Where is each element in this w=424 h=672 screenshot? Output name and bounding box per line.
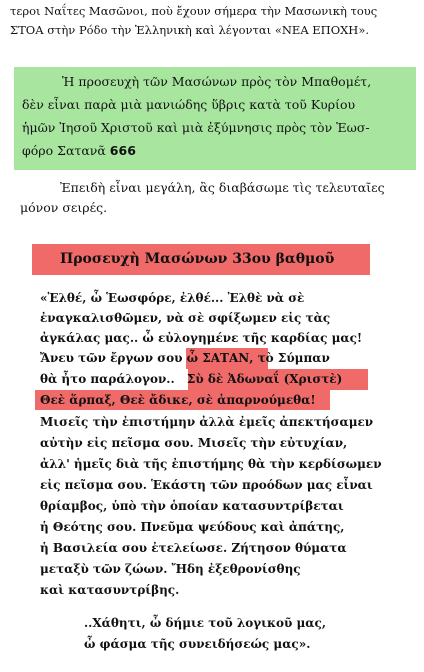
prayer-line-5 [40, 371, 342, 387]
prayer-line-3: ἀγκάλας μας.. ὦ εὐλογημένε τῆς καρδίας μας! [40, 331, 363, 345]
prayer-line-10: εἰς πεῖσμα σου. Ἑκάστη τῶν προόδων μας εἶναι [40, 478, 373, 492]
green-quote-line-2: δὲν εἶναι παρὰ μιὰ μανιώδης ὕβρις κατὰ τοῦ Κυρίου [22, 97, 356, 112]
prayer-line-4b: ὦ ΣΑΤΑΝ, [186, 351, 254, 365]
prayer-line-9: ἀλλ' ἡμεῖς διὰ τῆς ἐπιστήμης θὰ τὴν κερδίσωμεν [40, 457, 382, 471]
prayer-line-1: «Ἐλθέ, ὦ Ἑωσφόρε, ἐλθέ... Ἐλθὲ νὰ σὲ [40, 291, 305, 305]
note-line-1: Ἐπειδὴ εἶναι μεγάλη, ἂς διαβάσωμε τὶς τελευταῖες [60, 180, 385, 195]
prayer-line-15: καὶ κατασυντρίβης. [40, 583, 180, 597]
intro-line-1: τεροι Ναΐτες Μασῶνοι, ποὺ ἔχουν σήμερα τὴν Μασωνικὴ τους [10, 4, 378, 18]
green-quote-line-4-text: φόρο Σατανᾶ [22, 143, 106, 158]
prayer-title: Προσευχὴ Μασώνων 33ου βαθμοῦ [60, 251, 335, 267]
prayer-line-16: ..Χάθητι, ὦ δήμιε τοῦ λογικοῦ μας, [84, 616, 326, 630]
prayer-line-17: ὦ φάσμα τῆς συνειδήσεώς μας». [84, 637, 311, 651]
number-666: 666 [109, 143, 136, 158]
green-quote-line-1: Ἡ προσευχὴ τῶν Μασώνων πρὸς τὸν Μπαθομέτ, [62, 74, 372, 89]
green-quote-line-3: ἡμῶν Ἰησοῦ Χριστοῦ καὶ μιὰ ἐξύμνησις πρὸς τὸν Ἑωσ- [22, 120, 370, 135]
prayer-line-2: ἐναγκαλισθῶμεν, νὰ σὲ σφίξωμεν εἰς τὰς [40, 311, 331, 325]
note-line-2: μόνον σειρές. [20, 200, 108, 215]
intro-line-2: ΣΤΟΑ στὴν Ρόδο τὴν Ἑλληνικὴ καὶ λέγονται «ΝΕΑ ΕΠΟΧΗ». [10, 23, 370, 37]
prayer-line-11: θρίαμβος, ὑπὸ τὴν ὁποίαν κατασυντρίβεται [40, 499, 344, 513]
prayer-line-7: Μισεῖς τὴν ἐπιστήμην ἀλλὰ ἐμεῖς ἀπεκτήσαμεν [40, 415, 374, 429]
prayer-line-4a: Ἄνευ τῶν ἔργων σου [40, 351, 183, 365]
prayer-line-5a: θὰ ἦτο παράλογον.. [40, 372, 175, 386]
prayer-line-4c: τὸ Σύμπαν [257, 351, 330, 365]
prayer-line-4 [40, 350, 330, 366]
prayer-line-14: μεταξὺ τῶν ζώων. Ἤδη ἐξεθρονίσθης [40, 562, 301, 576]
prayer-line-5b: Σὺ δὲ Ἀδωναΐ (Χριστὲ) [186, 372, 343, 386]
green-quote-line-4 [22, 143, 136, 159]
prayer-line-6: Θεὲ ἅρπαξ, Θεὲ ἄδικε, σὲ ἀπαρνούμεθα! [40, 393, 316, 407]
prayer-line-8: αὐτὴν εἰς πεῖσμα σου. Μισεῖς τὴν εὐτυχίαν, [40, 436, 348, 450]
prayer-line-13: ἡ Βασιλεία σου ἐτελείωσε. Ζήτησον θύματα [40, 541, 347, 555]
prayer-line-12: ἡ Θεότης σου. Πνεῦμα ψεύδους καὶ ἀπάτης, [40, 520, 345, 534]
